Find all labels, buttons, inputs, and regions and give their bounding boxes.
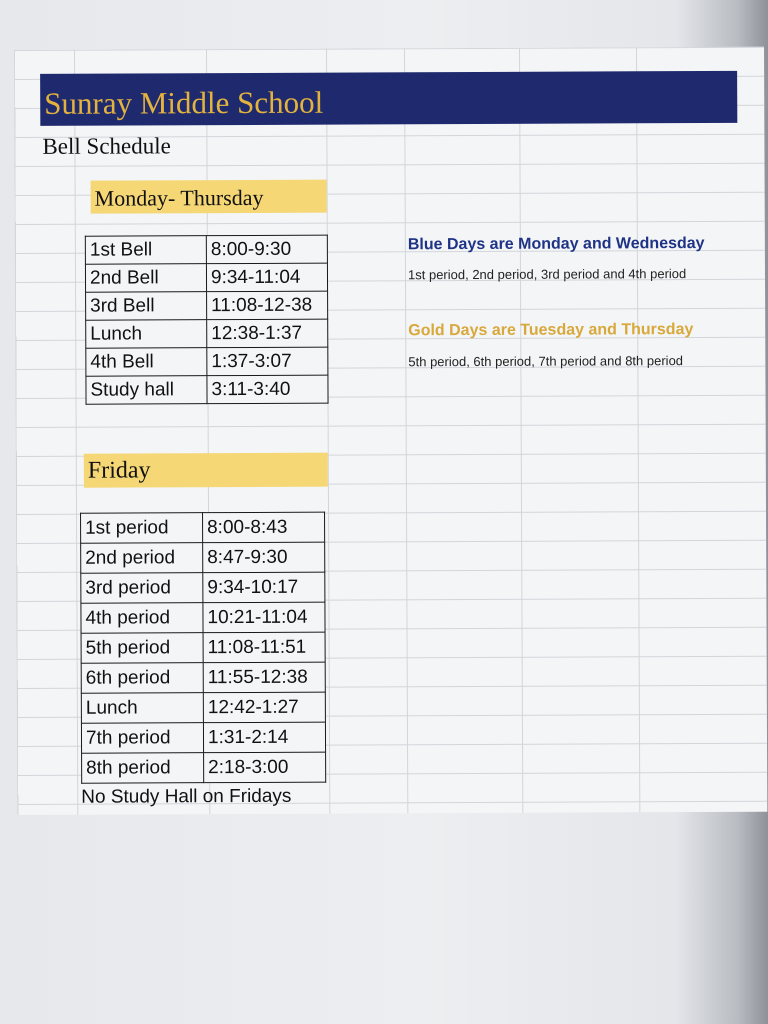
period-time: 12:38-1:37 bbox=[207, 319, 328, 348]
page-subtitle: Bell Schedule bbox=[42, 133, 171, 159]
grid-line bbox=[74, 50, 78, 815]
grid-line bbox=[636, 47, 640, 812]
period-time: 11:08-11:51 bbox=[203, 632, 325, 663]
period-time: 1:37-3:07 bbox=[207, 347, 328, 376]
blue-days-title: Blue Days are Monday and Wednesday bbox=[407, 234, 705, 254]
period-time: 8:00-9:30 bbox=[206, 235, 327, 264]
period-time: 10:21-11:04 bbox=[203, 602, 325, 633]
period-label: 1st period bbox=[81, 513, 203, 544]
friday-schedule-table bbox=[80, 512, 326, 784]
schedule-row bbox=[85, 263, 327, 292]
schedule-row bbox=[86, 375, 328, 404]
period-time: 12:42-1:27 bbox=[203, 692, 325, 723]
mon-thu-heading: Monday- Thursday bbox=[91, 180, 327, 214]
period-time: 9:34-10:17 bbox=[203, 572, 325, 603]
period-label: 2nd Bell bbox=[85, 264, 206, 293]
schedule-row bbox=[82, 752, 326, 783]
period-label: 7th period bbox=[81, 723, 203, 754]
period-label: 3rd Bell bbox=[86, 292, 207, 321]
period-label: 4th Bell bbox=[86, 348, 207, 377]
schedule-row bbox=[81, 602, 325, 633]
period-label: 4th period bbox=[81, 603, 203, 634]
period-time: 1:31-2:14 bbox=[203, 722, 325, 753]
schedule-row bbox=[81, 722, 325, 753]
schedule-row bbox=[86, 319, 328, 348]
school-title: Sunray Middle School bbox=[44, 84, 324, 121]
friday-heading: Friday bbox=[84, 453, 328, 488]
gold-days-title: Gold Days are Tuesday and Thursday bbox=[408, 321, 694, 340]
blue-days-detail: 1st period, 2nd period, 3rd period and 4th period bbox=[407, 266, 687, 283]
schedule-row bbox=[81, 662, 325, 693]
period-time: 9:34-11:04 bbox=[206, 263, 327, 292]
schedule-sheet bbox=[14, 47, 767, 815]
period-label: Lunch bbox=[86, 320, 207, 349]
period-label: Lunch bbox=[81, 693, 203, 724]
period-label: 8th period bbox=[82, 753, 204, 784]
schedule-row bbox=[81, 512, 325, 543]
schedule-row bbox=[85, 235, 327, 264]
gold-days-detail: 5th period, 6th period, 7th period and 8th period bbox=[408, 353, 684, 370]
mon-thu-schedule-table bbox=[85, 235, 329, 405]
period-label: Study hall bbox=[86, 376, 207, 405]
period-time: 8:47-9:30 bbox=[203, 542, 325, 573]
period-label: 5th period bbox=[81, 633, 203, 664]
schedule-row bbox=[81, 632, 325, 663]
schedule-row bbox=[86, 291, 328, 320]
period-label: 2nd period bbox=[81, 543, 203, 574]
period-label: 6th period bbox=[81, 663, 203, 694]
period-label: 3rd period bbox=[81, 573, 203, 604]
schedule-row bbox=[81, 542, 325, 573]
schedule-row bbox=[81, 692, 325, 723]
period-time: 11:08-12-38 bbox=[207, 291, 328, 320]
grid-line bbox=[326, 49, 330, 814]
schedule-row bbox=[86, 347, 328, 376]
friday-note: No Study Hall on Fridays bbox=[81, 785, 292, 808]
period-label: 1st Bell bbox=[85, 236, 206, 265]
grid-line bbox=[519, 48, 523, 813]
period-time: 8:00-8:43 bbox=[203, 512, 325, 543]
schedule-row bbox=[81, 572, 325, 603]
grid-line bbox=[404, 48, 408, 813]
period-time: 3:11-3:40 bbox=[207, 375, 328, 404]
period-time: 11:55-12:38 bbox=[203, 662, 325, 693]
period-time: 2:18-3:00 bbox=[204, 752, 326, 783]
